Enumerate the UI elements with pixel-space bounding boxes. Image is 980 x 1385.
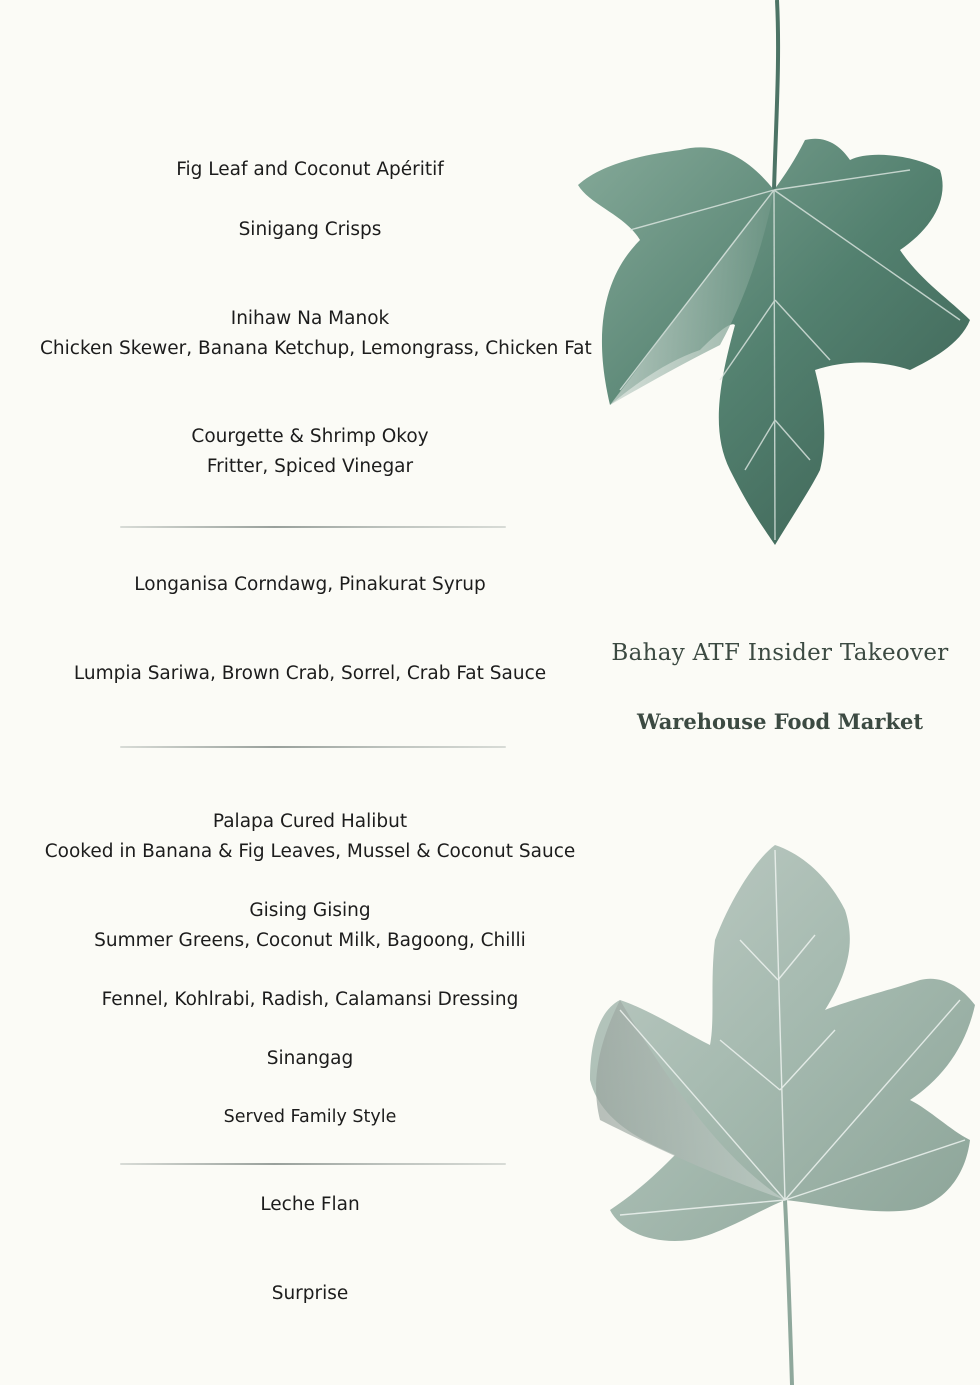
menu-item-fennel: Fennel, Kohlrabi, Radish, Calamansi Dressing (101, 989, 519, 1010)
event-venue: Warehouse Food Market (636, 709, 924, 734)
fig-leaf-icon (570, 0, 980, 550)
menu-item-okoy-desc: Fritter, Spiced Vinegar (206, 456, 414, 477)
menu-item-manok-name: Inihaw Na Manok (230, 308, 390, 329)
menu-item-crisps: Sinigang Crisps (238, 219, 382, 240)
menu-item-okoy-name: Courgette & Shrimp Okoy (191, 426, 429, 447)
menu-item-aperitif: Fig Leaf and Coconut Apéritif (176, 159, 444, 180)
event-title: Bahay ATF Insider Takeover (611, 640, 949, 666)
menu-item-lumpia: Lumpia Sariwa, Brown Crab, Sorrel, Crab Fat Sauce (73, 663, 547, 684)
menu-item-halibut-name: Palapa Cured Halibut (212, 811, 408, 832)
menu-item-sinangag: Sinangag (266, 1048, 354, 1069)
menu-item-manok-desc: Chicken Skewer, Banana Ketchup, Lemongrass, Chicken Fat (40, 338, 592, 359)
course-divider (120, 1163, 506, 1165)
menu-item-surprise: Surprise (271, 1283, 349, 1304)
menu-item-corndawg: Longanisa Corndawg, Pinakurat Syrup (134, 574, 486, 595)
course-divider (120, 526, 506, 528)
menu-item-leche-flan: Leche Flan (260, 1194, 360, 1215)
menu-note-family-style: Served Family Style (223, 1107, 397, 1127)
menu-item-gising-desc: Summer Greens, Coconut Milk, Bagoong, Chilli (94, 930, 526, 951)
course-divider (120, 746, 506, 748)
menu-item-halibut-desc: Cooked in Banana & Fig Leaves, Mussel & Coconut Sauce (44, 841, 576, 862)
menu-item-gising-name: Gising Gising (249, 900, 371, 921)
fig-leaf-icon (580, 840, 980, 1385)
